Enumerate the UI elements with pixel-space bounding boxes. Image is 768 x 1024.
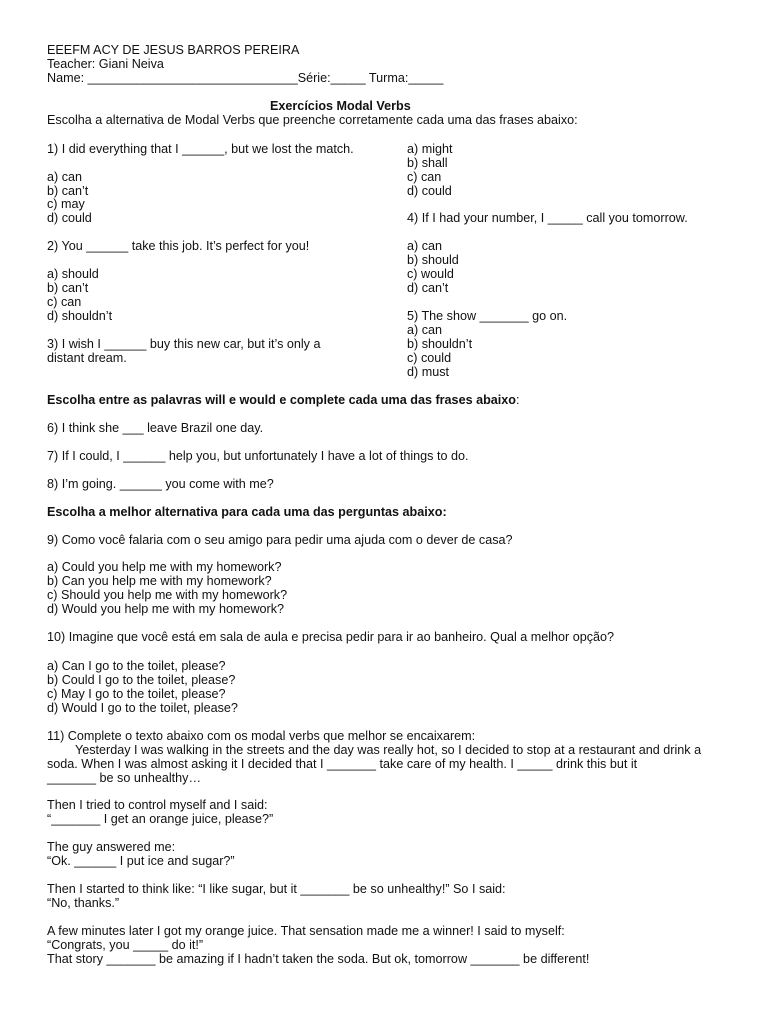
- question-11-prompt: 11) Complete o texto abaixo com os modal verbs que melhor se encaixarem:: [47, 729, 476, 743]
- question-1-prompt: 1) I did everything that I ______, but we lost the match.: [47, 142, 354, 156]
- question-9-option: c) Should you help me with my homework?: [47, 588, 288, 602]
- question-3-option: d) could: [407, 184, 452, 198]
- question-4-option: b) should: [407, 253, 459, 267]
- story-line: That story _______ be amazing if I hadn’t taken the soda. But ok, tomorrow _______ be different!: [47, 952, 590, 966]
- story-line: Then I tried to control myself and I said:: [47, 798, 268, 812]
- question-9-option: a) Could you help me with my homework?: [47, 560, 282, 574]
- question-9-option: b) Can you help me with my homework?: [47, 574, 272, 588]
- question-4-option: a) can: [407, 239, 443, 253]
- question-10-option: d) Would I go to the toilet, please?: [47, 701, 238, 715]
- instructions-part2: [47, 393, 519, 407]
- story-line: _______ be so unhealthy…: [47, 771, 202, 785]
- story-line: “Ok. ______ I put ice and sugar?”: [47, 854, 235, 868]
- story-line: The guy answered me:: [47, 840, 176, 854]
- story-line: A few minutes later I got my orange juice. That sensation made me a winner! I said to myself:: [47, 924, 565, 938]
- question-2-option: c) can: [47, 295, 82, 309]
- story-line: Yesterday I was walking in the streets and the day was really hot, so I decided to stop at a restaurant and drink a: [75, 743, 702, 757]
- question-1-option: d) could: [47, 211, 92, 225]
- question-4-option: c) would: [407, 267, 454, 281]
- story-line: “Congrats, you _____ do it!”: [47, 938, 204, 952]
- question-3-option: a) might: [407, 142, 453, 156]
- question-2-option: b) can’t: [47, 281, 89, 295]
- question-2-option: d) shouldn’t: [47, 309, 113, 323]
- instructions-part1: Escolha a alternativa de Modal Verbs que preenche corretamente cada uma das frases abaixo:: [47, 113, 578, 127]
- school-name: EEEFM ACY DE JESUS BARROS PEREIRA: [47, 43, 300, 57]
- question-5-prompt: 5) The show _______ go on.: [407, 309, 568, 323]
- instructions-part3: Escolha a melhor alternativa para cada uma das perguntas abaixo:: [47, 505, 447, 519]
- question-3-option: c) can: [407, 170, 442, 184]
- story-line: “No, thanks.”: [47, 896, 120, 910]
- question-9-option: d) Would you help me with my homework?: [47, 602, 285, 616]
- question-1-option: a) can: [47, 170, 83, 184]
- question-9-prompt: 9) Como você falaria com o seu amigo para pedir uma ajuda com o dever de casa?: [47, 533, 513, 547]
- question-5-option: a) can: [407, 323, 443, 337]
- question-2-option: a) should: [47, 267, 99, 281]
- question-1-option: c) may: [47, 197, 85, 211]
- question-1-option: b) can’t: [47, 184, 89, 198]
- question-3-prompt: 3) I wish I ______ buy this new car, but it’s only a: [47, 337, 321, 351]
- teacher-name: Teacher: Giani Neiva: [47, 57, 164, 71]
- question-3-option: b) shall: [407, 156, 448, 170]
- question-6: 6) I think she ___ leave Brazil one day.: [47, 421, 264, 435]
- question-7: 7) If I could, I ______ help you, but unfortunately I have a lot of things to do.: [47, 449, 469, 463]
- question-10-option: a) Can I go to the toilet, please?: [47, 659, 226, 673]
- story-line: soda. When I was almost asking it I decided that I _______ take care of my health. I _____ drink this but it: [47, 757, 638, 771]
- question-5-option: c) could: [407, 351, 452, 365]
- instructions-part2-colon: :: [515, 393, 520, 407]
- question-4-option: d) can’t: [407, 281, 449, 295]
- question-5-option: d) must: [407, 365, 449, 379]
- question-8: 8) I’m going. ______ you come with me?: [47, 477, 274, 491]
- instructions-part2-text: Escolha entre as palavras will e would e complete cada uma das frases abaixo: [47, 393, 516, 407]
- question-5-option: b) shouldn’t: [407, 337, 473, 351]
- question-10-option: b) Could I go to the toilet, please?: [47, 673, 236, 687]
- question-10-prompt: 10) Imagine que você está em sala de aula e precisa pedir para ir ao banheiro. Qual a melhor opção?: [47, 630, 615, 644]
- question-2-prompt: 2) You ______ take this job. It’s perfect for you!: [47, 239, 310, 253]
- page-title: Exercícios Modal Verbs: [270, 99, 411, 113]
- story-line: Then I started to think like: “I like sugar, but it _______ be so unhealthy!” So I said:: [47, 882, 506, 896]
- question-10-option: c) May I go to the toilet, please?: [47, 687, 226, 701]
- student-info-line: Name: ______________________________Série:_____ Turma:_____: [47, 71, 444, 85]
- question-3-prompt: distant dream.: [47, 351, 127, 365]
- story-line: “_______ I get an orange juice, please?”: [47, 812, 274, 826]
- question-4-prompt: 4) If I had your number, I _____ call you tomorrow.: [407, 211, 688, 225]
